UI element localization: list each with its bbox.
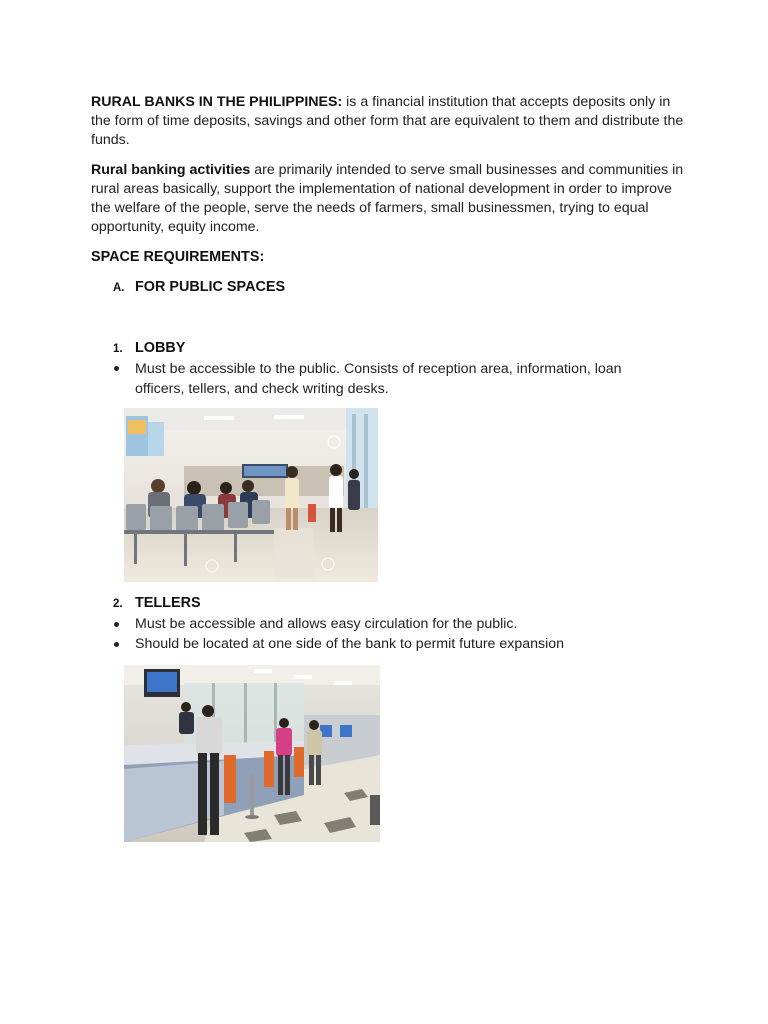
item-1-heading: LOBBY [135,340,186,356]
activities-text: are primarily intended to serve small businesses and communities in rural areas basically, support the implementation of national development in order to improve the welfare of the people, serve the needs of farmers, small businessmen, trying to equal opportunity, equity income. [91,162,684,235]
bank-lobby-photo [124,408,378,582]
lobby-bullet-1: Must be accessible to the public. Consists of reception area, information, loan officers, tellers, and check writing desks. [135,361,622,397]
item-2-marker: 2. [113,598,123,610]
intro-text: is a financial institution that accepts deposits only in the form of time deposits, savings and other form that are equivalent to them and distribute the funds. [91,94,684,148]
section-a-marker: A. [113,282,125,294]
tellers-bullet-2: Should be located at one side of the bank to permit future expansion [135,636,565,652]
bullet-icon [114,642,119,647]
intro-paragraph [91,93,691,150]
section-a-heading: FOR PUBLIC SPACES [135,279,286,295]
bank-tellers-photo [124,665,380,842]
bullet-icon [114,622,119,627]
item-1-marker: 1. [113,343,123,355]
activities-title: Rural banking activities [91,162,251,178]
activities-paragraph [91,161,691,237]
space-requirements-heading: SPACE REQUIREMENTS: [91,249,265,265]
item-2-heading: TELLERS [135,595,201,611]
tellers-bullet-1: Must be accessible and allows easy circulation for the public. [135,616,518,632]
bullet-icon [114,366,119,371]
intro-title: RURAL BANKS IN THE PHILIPPINES: [91,94,343,110]
